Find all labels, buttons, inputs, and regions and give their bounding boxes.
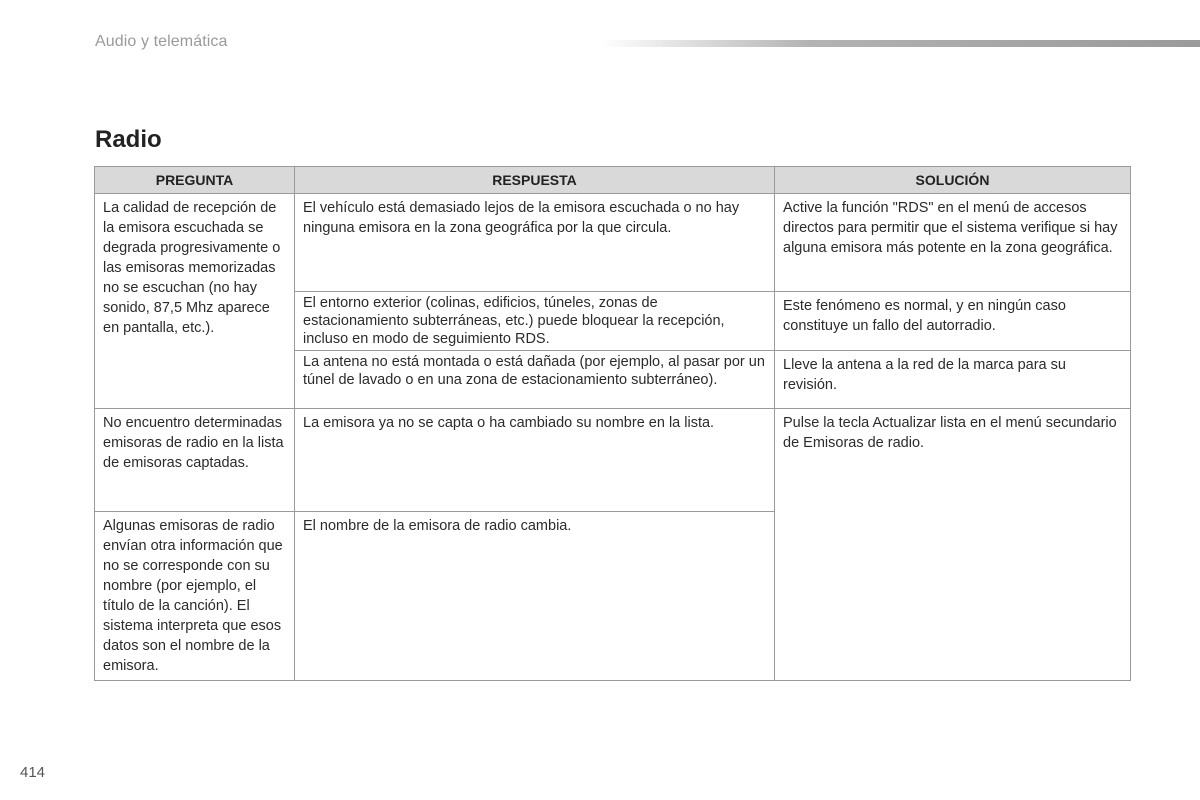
answer-cell: El entorno exterior (colinas, edificios, túneles, zonas de estacionamiento subterráneas, etc.) puede bloquear la recepción, incluso en modo de seguimiento RDS. [295,292,775,351]
table-row [95,409,1131,512]
question-cell: La calidad de recepción de la emisora escuchada se degrada progresivamente o las emisoras memorizadas no se escuchan (no hay sonido, 87,5 Mhz aparece en pantalla, etc.). [95,194,295,409]
column-header-pregunta: PREGUNTA [95,167,295,194]
answer-cell: La emisora ya no se capta o ha cambiado su nombre en la lista. [295,409,775,512]
answer-cell: Algunas emisoras de radio envían otra información que no se corresponde con su nombre (por ejemplo, el título de la canción). El sistema interpreta que esos datos son el nombre de la emisora. [95,512,295,681]
solution-cell: Active la función "RDS" en el menú de accesos directos para permitir que el sistema verifique si hay alguna emisora más potente en la zona geográfica. [775,194,1131,292]
header-decorative-bar [600,40,1200,47]
table-row [95,194,1131,292]
solution-cell: Este fenómeno es normal, y en ningún caso constituye un fallo del autorradio. [775,292,1131,351]
solution-cell: Pulse la tecla Actualizar lista en el menú secundario de Emisoras de radio. [775,409,1131,681]
section-title: Radio [95,126,162,153]
table-header-row [95,167,1131,194]
chapter-title: Audio y telemática [95,33,228,50]
question-cell: El nombre de la emisora de radio cambia. [295,512,775,681]
column-header-respuesta: RESPUESTA [295,167,775,194]
troubleshooting-table [94,166,1131,681]
page-number: 414 [20,764,46,781]
answer-cell: El vehículo está demasiado lejos de la emisora escuchada o no hay ninguna emisora en la zona geográfica por la que circula. [295,194,775,292]
question-cell: No encuentro determinadas emisoras de radio en la lista de emisoras captadas. [95,409,295,512]
solution-cell: Lleve la antena a la red de la marca para su revisión. [775,351,1131,409]
answer-cell: La antena no está montada o está dañada (por ejemplo, al pasar por un túnel de lavado o en una zona de estacionamiento subterráneo). [295,351,775,409]
column-header-solucion: SOLUCIÓN [775,167,1131,194]
